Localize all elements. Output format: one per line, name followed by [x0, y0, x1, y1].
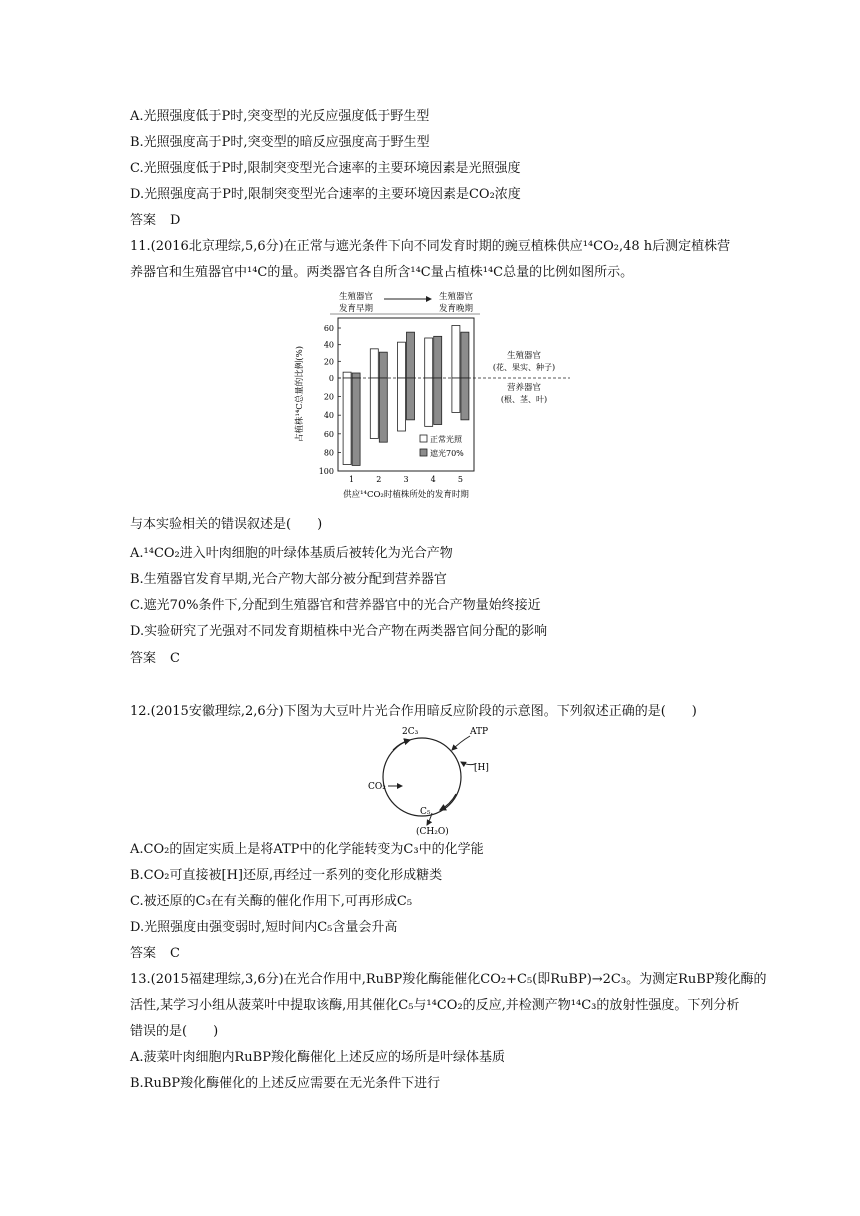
legend-label-normal: 正常光照: [430, 435, 462, 444]
y-tick-label: 100: [318, 467, 334, 476]
bar-reproductive-shade: [352, 373, 360, 378]
answer-label: 答案: [130, 946, 157, 961]
q10-option-a: A.光照强度低于P时,突变型的光反应强度低于野生型: [130, 109, 430, 124]
bar-reproductive-normal: [398, 342, 406, 378]
diagram-c5-label: C₅: [420, 807, 431, 817]
y-tick-label: 20: [323, 392, 334, 402]
q10-option-b: B.光照强度高于P时,突变型的暗反应强度高于野生型: [130, 135, 430, 150]
q11-stem-line2: 养器官和生殖器官中¹⁴C的量。两类器官各自所含¹⁴C量占植株¹⁴C总量的比例如图所示。: [130, 265, 634, 280]
q13-option-b: B.RuBP羧化酶催化的上述反应需要在无光条件下进行: [130, 1076, 441, 1091]
answer-value: D: [170, 213, 181, 228]
answer-value: C: [170, 651, 180, 666]
bar-vegetative-normal: [398, 378, 406, 431]
q12-answer: [130, 945, 180, 963]
q12-option-d: D.光照强度由强变弱时,短时间内C₅含量会升高: [130, 920, 398, 935]
y-tick-label: 80: [323, 448, 334, 458]
top-arrow-head: [426, 296, 432, 302]
bar-vegetative-shade: [434, 378, 442, 425]
answer-label: 答案: [130, 651, 157, 666]
q10-option-c: C.光照强度低于P时,限制突变型光合速率的主要环境因素是光照强度: [130, 161, 521, 176]
x-tick-label: 1: [349, 475, 355, 484]
q11-option-d: D.实验研究了光强对不同发育期植株中光合产物在两类器官间分配的影响: [130, 624, 548, 639]
diagram-atp-label: ATP: [470, 727, 489, 737]
x-tick-label: 2: [376, 475, 382, 484]
x-tick-label: 3: [403, 475, 409, 484]
q13-stem-line1: 13.(2015福建理综,3,6分)在光合作用中,RuBP羧化酶能催化CO₂+C₅(即RuBP)→2C₃。为测定RuBP羧化酶的: [130, 972, 767, 987]
diagram-co2-label: CO₂: [368, 782, 386, 792]
bar-vegetative-shade: [379, 378, 387, 442]
q11-option-a: A.¹⁴CO₂进入叶肉细胞的叶绿体基质后被转化为光合产物: [130, 546, 453, 561]
y-tick-label: 40: [323, 411, 334, 421]
q11-question: 与本实验相关的错误叙述是( ): [130, 517, 323, 532]
bar-reproductive-normal: [452, 326, 460, 379]
y-axis-title: 占植株¹⁴C总量的比例(%): [295, 345, 305, 443]
y-tick-label: 40: [323, 340, 334, 350]
bar-reproductive-normal: [343, 372, 351, 378]
bar-vegetative-normal: [452, 378, 460, 412]
q12-option-c: C.被还原的C₃在有关酶的催化作用下,可再形成C₅: [130, 894, 413, 909]
x-tick-label: 4: [430, 475, 436, 484]
legend-swatch-shade: [420, 449, 427, 456]
right-label-reproductive-detail: (花、果实、种子): [492, 363, 556, 372]
q11-stem-line1: 11.(2016北京理综,5,6分)在正常与遮光条件下向不同发育时期的豌豆植株供应¹⁴CO₂,48 h后测定植株营: [130, 239, 731, 254]
q10-answer: [130, 212, 180, 230]
answer-value: C: [170, 946, 180, 961]
dark-reaction-diagram: [360, 722, 500, 837]
q10-option-d: D.光照强度高于P时,限制突变型光合速率的主要环境因素是CO₂浓度: [130, 187, 521, 202]
top-label-left-1: 生殖器官: [338, 292, 374, 302]
bar-vegetative-shade: [352, 378, 360, 465]
bar-vegetative-shade: [407, 378, 415, 420]
q13-option-a: A.菠菜叶肉细胞内RuBP羧化酶催化上述反应的场所是叶绿体基质: [130, 1050, 505, 1065]
q12-option-a: A.CO₂的固定实质上是将ATP中的化学能转变为C₃中的化学能: [130, 842, 484, 857]
bar-reproductive-shade: [379, 352, 387, 378]
q11-option-c: C.遮光70%条件下,分配到生殖器官和营养器官中的光合产物量始终接近: [130, 598, 541, 613]
bar-vegetative-normal: [343, 378, 351, 464]
bar-reproductive-shade: [461, 332, 469, 378]
right-label-vegetative: 营养器官: [506, 383, 542, 393]
y-tick-label: 60: [323, 429, 334, 439]
right-label-reproductive: 生殖器官: [506, 351, 542, 361]
bar-vegetative-shade: [461, 378, 469, 420]
q12-option-b: B.CO₂可直接被[H]还原,再经过一系列的变化形成糖类: [130, 868, 443, 883]
right-label-vegetative-detail: (根、茎、叶): [500, 395, 548, 404]
diagram-h-label: [H]: [474, 763, 489, 773]
bar-reproductive-shade: [407, 332, 415, 378]
bar-vegetative-normal: [370, 378, 378, 438]
q13-stem-line2: 活性,某学习小组从菠菜叶中提取该酶,用其催化C₅与¹⁴CO₂的反应,并检测产物¹⁴C₃的放射性强度。下列分析: [130, 998, 740, 1013]
bar-reproductive-shade: [434, 336, 442, 378]
answer-label: 答案: [130, 213, 157, 228]
top-label-left-2: 发育早期: [338, 304, 374, 314]
top-label-right-1: 生殖器官: [438, 292, 474, 302]
legend-swatch-normal: [420, 435, 427, 442]
q11-chart: [290, 288, 580, 508]
y-tick-label: 0: [328, 374, 334, 383]
bar-vegetative-normal: [425, 378, 433, 426]
y-tick-label: 60: [323, 324, 334, 333]
cycle-circle: [383, 738, 461, 816]
bar-reproductive-normal: [425, 338, 433, 378]
diagram-ch2o-label: (CH₂O): [416, 827, 449, 837]
x-tick-label: 5: [457, 475, 463, 484]
q13-stem-line3: 错误的是( ): [130, 1024, 219, 1039]
q11-answer: [130, 650, 180, 668]
bar-reproductive-normal: [370, 349, 378, 378]
y-tick-label: 20: [323, 357, 334, 367]
legend-label-shade: 遮光70%: [430, 449, 464, 458]
diagram-2c3-label: 2C₃: [402, 727, 419, 737]
q11-option-b: B.生殖器官发育早期,光合产物大部分被分配到营养器官: [130, 572, 447, 587]
x-axis-title: 供应¹⁴CO₂时植株所处的发育时期: [343, 490, 469, 500]
q12-stem: 12.(2015安徽理综,2,6分)下图为大豆叶片光合作用暗反应阶段的示意图。下列叙述正确的是( ): [130, 704, 697, 719]
top-label-right-2: 发育晚期: [438, 304, 474, 314]
